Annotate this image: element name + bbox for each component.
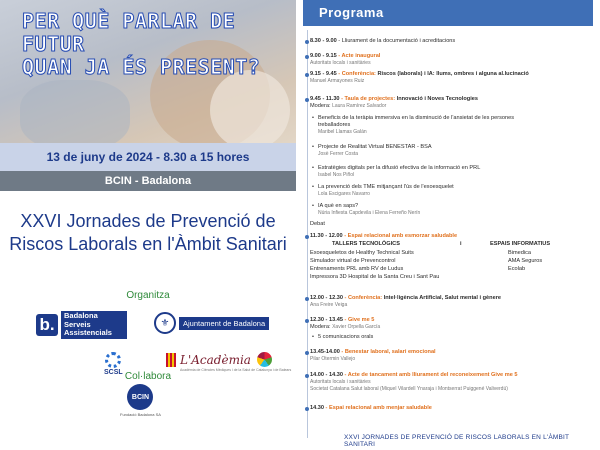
- project-item: [318, 144, 588, 158]
- bcin-logo: [120, 384, 161, 417]
- agenda-item: [310, 71, 590, 85]
- tallers-header: TALLERS TECNOLÒGICS: [332, 241, 400, 247]
- project-title: Estratègies digitals per la difusió efectiva de la informació en PRL: [318, 165, 481, 171]
- event-date: 13 de juny de 2024 - 8.30 a 15 hores: [0, 143, 296, 171]
- hero-banner: [0, 0, 296, 143]
- flag-icon: [166, 353, 176, 367]
- taller-item: Impressora 3D Hospital de la Santa Creu i Sant Pau: [310, 274, 440, 280]
- agenda-topic: Intel·ligència Artificial, Salut mental i gènere: [383, 295, 501, 301]
- project-speaker: Isabel Nos Piñol: [318, 172, 355, 178]
- give-me-5-bullet: • 5 comunicacions orals: [318, 334, 588, 341]
- academia-logo: [166, 352, 292, 372]
- agenda-topic: Riscos (laborals) i IA: llums, ombres i alguna al.lucinació: [377, 71, 529, 77]
- agenda-title: - Acte inaugural: [336, 53, 381, 59]
- taller-item: Exoesqueletos de Healthy Technical Suits: [310, 250, 414, 256]
- sdg-wheel-icon: [257, 352, 272, 367]
- agenda-time: 14.00 - 14.30: [310, 372, 343, 378]
- bcin-logo-subtitle: Fundació Badalona SA: [120, 412, 161, 417]
- agenda-text: - Lliurament de la documentació i acreditacions: [336, 38, 456, 44]
- project-item: [318, 203, 588, 217]
- project-title: Beneficis de la teràpia immersiva en la disminució de l'ansietat de les persones: [318, 115, 515, 121]
- agenda-time: 9.00 - 9.15: [310, 53, 337, 59]
- agenda-item: [310, 295, 590, 309]
- agenda-title: - Conferència:: [336, 71, 378, 77]
- hero-title-line: QUAN JA ÉS PRESENT?: [22, 55, 261, 79]
- event-place: BCIN - Badalona: [0, 171, 296, 191]
- agenda-time: 13.45-14.00: [310, 349, 340, 355]
- scsl-emblem-icon: [105, 352, 121, 368]
- agenda-item: [310, 317, 590, 331]
- agenda-speaker: Autoritats locals i sanitàries: [310, 379, 371, 386]
- agenda-speaker: Autoritats locals i sanitàries: [310, 60, 371, 67]
- event-title-line: XXVI Jornades de Prevenció de: [20, 211, 276, 231]
- bsa-logo: [36, 311, 127, 339]
- agenda-time: 12.30 - 13.45: [310, 317, 343, 323]
- bsa-logo-text: Badalona Serveis Assistencials: [61, 311, 127, 339]
- agenda-speaker: Societat Catalana Salut laboral (Miquel Vilardell Ynaraja i Montserrat Puiggené Valiverdú): [310, 386, 508, 393]
- agenda-title: - Espai relacional amb esmorzar saludable: [342, 233, 458, 239]
- espai-item: Bimedica: [508, 250, 532, 256]
- project-speaker: Maribel Llamas Galán: [318, 129, 367, 135]
- agenda-title: - Give me 5: [342, 317, 375, 323]
- hero-photo-shape: [210, 70, 290, 143]
- agenda-time: 12.00 - 12.30: [310, 295, 343, 301]
- ajuntament-logo: [154, 312, 269, 334]
- agenda-item: [310, 405, 590, 412]
- moderator-label: Modera:: [310, 324, 333, 331]
- and-separator: i: [460, 241, 462, 247]
- espais-header: ESPAIS INFORMATIUS: [490, 241, 551, 247]
- program-header: Programa: [303, 0, 593, 26]
- agenda-time: 14.30: [310, 405, 324, 411]
- agenda-time: 8.30 - 9.00: [310, 38, 337, 44]
- project-item: [318, 184, 588, 198]
- agenda-time: 11.30 - 12.00: [310, 233, 343, 239]
- agenda-item: [310, 53, 590, 67]
- project-title: IA què en saps?: [318, 203, 359, 209]
- project-title: La prevenció dels TME mitjançant l'ús de l'exoesquelet: [318, 184, 454, 190]
- agenda-item: [310, 38, 590, 45]
- project-item: [318, 165, 588, 179]
- moderator-label: Modera:: [310, 103, 333, 110]
- ajuntament-logo-text: Ajuntament de Badalona: [179, 317, 269, 330]
- hero-title: [22, 10, 292, 79]
- academia-logo-text: L'Acadèmia: [180, 352, 251, 367]
- agenda-item: [310, 349, 590, 363]
- taller-item: Simulador virtual de Prevencontrol: [310, 258, 396, 264]
- moderator-name: Laura Ramírez Salvador: [332, 103, 387, 110]
- agenda-item: [310, 96, 590, 110]
- agenda-topic: Innovació i Noves Tecnologies: [396, 96, 478, 102]
- academia-logo-subtitle: Acadèmia de Ciències Mèdiques i de la Salut de Catalunya i de Balears: [180, 368, 292, 372]
- agenda-title: - Benestar laboral, salari emocional: [339, 349, 436, 355]
- agenda-title: - Taula de projectes:: [339, 96, 397, 102]
- agenda-title: - Espai relacional amb menjar saludable: [324, 405, 432, 411]
- event-title: [0, 210, 296, 256]
- espai-item: Ecolab: [508, 266, 526, 272]
- agenda-time: 9.15 - 9.45: [310, 71, 337, 77]
- hero-title-line: PER QUÈ PARLAR DE FUTUR: [22, 9, 236, 56]
- bsa-mark-icon: b.: [36, 314, 58, 336]
- ajuntament-seal-icon: ⚜: [154, 312, 176, 334]
- footer-title: XXVI JORNADES DE PREVENCIÓ DE RISCOS LABORALS EN L'ÀMBIT SANITARI: [344, 434, 570, 448]
- project-title-cont: treballadores: [318, 122, 351, 128]
- scsl-logo-text: SCSL: [104, 369, 123, 376]
- bcin-logo-mark: BCIN: [127, 384, 153, 410]
- project-speaker: Núria Infiesta Capdevila i Elena Ferreño Nerín: [318, 210, 421, 216]
- debat-label: Debat: [310, 221, 325, 227]
- moderator-name: Xavier Orpella García: [332, 324, 381, 331]
- left-panel: [0, 0, 296, 450]
- project-speaker: Josè Ferrer Costa: [318, 151, 359, 157]
- event-title-line: Riscos Laborals en l'Àmbit Sanitari: [9, 234, 287, 254]
- collabora-label: Col·labora: [124, 371, 172, 382]
- organitza-label: Organitza: [126, 290, 170, 301]
- espai-item: AMA Seguros: [508, 258, 543, 264]
- program-panel: [296, 0, 600, 450]
- agenda-speaker: Manuel Armayones Ruiz: [310, 78, 365, 85]
- taller-item: Entrenaments PRL amb RV de Ludus: [310, 266, 404, 272]
- agenda-item: [310, 372, 590, 394]
- agenda-speaker: Pilar Otermin Vallejo: [310, 356, 356, 363]
- agenda-time: 9.45 - 11.30: [310, 96, 340, 102]
- agenda-speaker: Ana Freire Veiga: [310, 302, 348, 309]
- agenda-item: [310, 233, 590, 240]
- agenda-title: - Conferència:: [342, 295, 384, 301]
- agenda-title: - Acte de tancament amb lliurament del reconeixement Give me 5: [342, 372, 518, 378]
- hero-photo-shape: [20, 80, 130, 143]
- project-item: [318, 115, 588, 136]
- project-title: Projecte de Realitat Virtual BENESTAR - BSA: [318, 144, 432, 150]
- project-speaker: Lola Escigares Navarro: [318, 191, 370, 197]
